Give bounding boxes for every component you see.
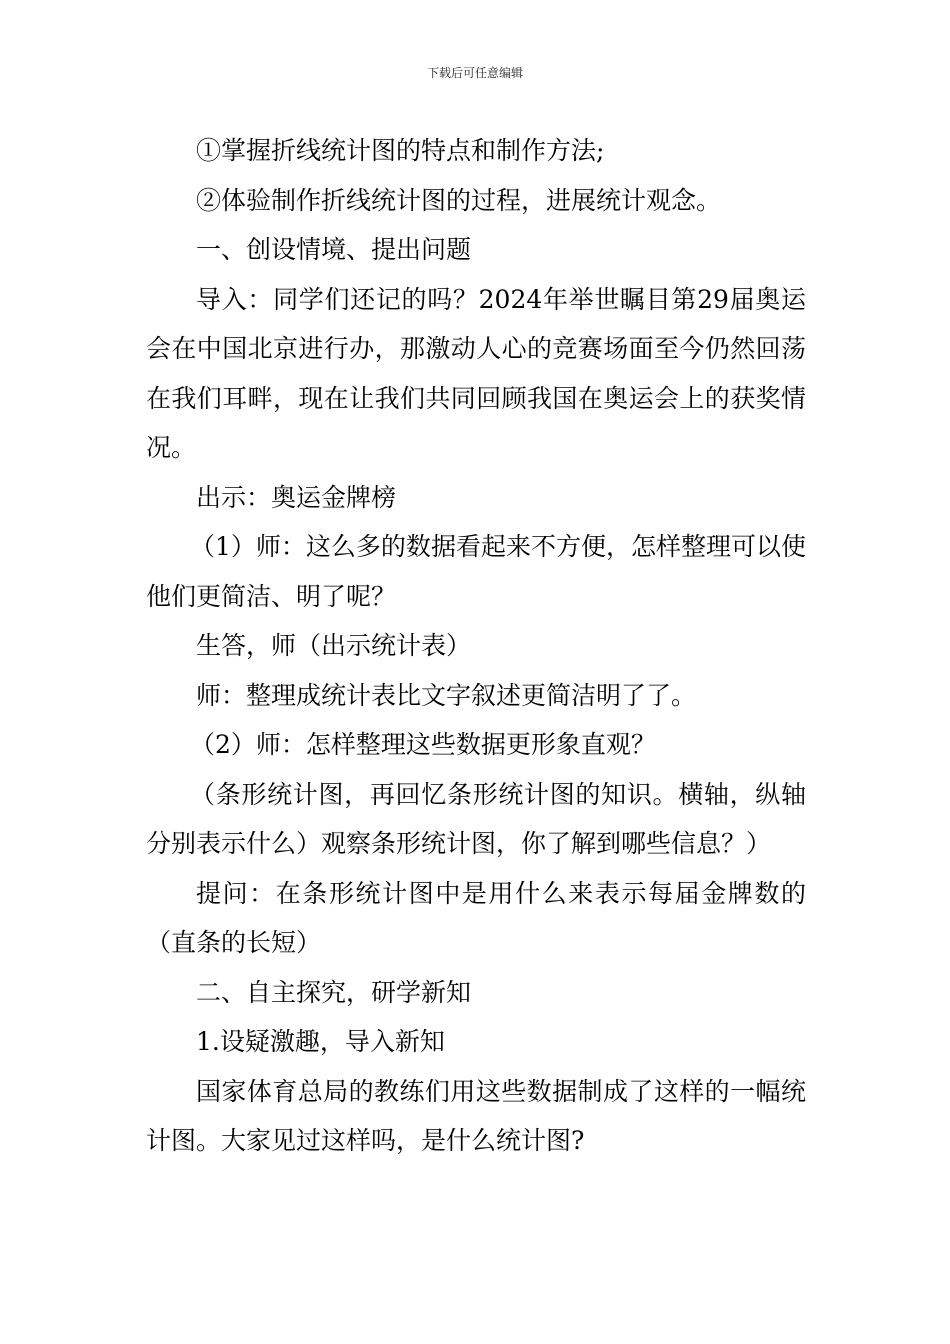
paragraph-teacher-summary: 师：整理成统计表比文字叙述更简洁明了了。 [196,680,697,710]
paragraph-show-medal-table: 出示：奥运金牌榜 [196,482,397,512]
paragraph-bar-chart-review: （条形统计图，再回忆条形统计图的知识。横轴，纵轴分别表示什么）观察条形统计图，你了解到哪些信息？） [146,779,806,858]
page-header: 下载后可任意编辑 [426,66,523,80]
section-heading-1: 一、创设情境、提出问题 [196,235,472,264]
document-body [146,126,806,1166]
section-heading-2: 二、自主探究，研学新知 [196,977,472,1007]
subsection-heading-1: 1.设疑激趣，导入新知 [196,1027,445,1056]
paragraph-question-bar-length: 提问：在条形统计图中是用什么来表示每届金牌数的（直条的长短） [146,878,806,957]
paragraph-question-1: （1）师：这么多的数据看起来不方便，怎样整理可以使他们更简洁、明了呢？ [146,532,806,611]
paragraph-objective-2: ②体验制作折线统计图的过程，进展统计观念。 [196,185,722,215]
paragraph-question-2: （2）师：怎样整理这些数据更形象直观？ [190,730,656,759]
paragraph-new-chart: 国家体育总局的教练们用这些数据制成了这样的一幅统计图。大家见过这样吗，是什么统计图? [146,1076,806,1155]
paragraph-objective-1: ①掌握折线统计图的特点和制作方法; [196,136,605,165]
paragraph-student-answer: 生答，师（出示统计表） [196,631,472,660]
paragraph-intro: 导入：同学们还记的吗？2024年举世瞩目第29届奥运会在中国北京进行办，那激动人心的竞赛场面至今仍然回荡在我们耳畔，现在让我们共同回顾我国在奥运会上的获奖情况。 [146,284,806,462]
